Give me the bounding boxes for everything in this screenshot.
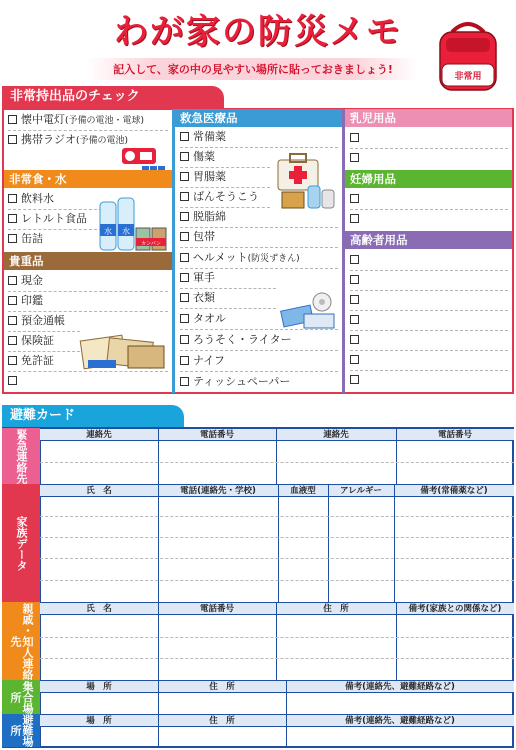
checklist-item[interactable]: 缶詰: [8, 229, 43, 249]
medical-section-header: 救急医療品: [175, 109, 342, 127]
column-header: アレルギー: [340, 486, 382, 496]
checklist-item[interactable]: レトルト食品: [8, 209, 87, 229]
checkbox[interactable]: [180, 335, 189, 344]
checklist-item[interactable]: 脱脂綿: [180, 207, 226, 227]
checklist-item[interactable]: [350, 290, 363, 310]
checklist-item[interactable]: [350, 350, 363, 370]
evacuation-card-tab-header: 避難カード: [2, 405, 184, 427]
checklist-item[interactable]: ばんそうこう: [180, 187, 259, 207]
valuables-section-header: 貴重品: [4, 252, 172, 270]
checklist-item[interactable]: 現金: [8, 271, 43, 291]
row-line: [40, 537, 514, 538]
checkbox[interactable]: [8, 376, 17, 385]
checklist-item[interactable]: 預金通帳: [8, 311, 65, 331]
checkbox[interactable]: [8, 356, 17, 365]
column-header: 場 所: [86, 682, 112, 692]
checkbox[interactable]: [180, 293, 189, 302]
checklist-item[interactable]: [350, 128, 363, 148]
elderly-section-header: 高齢者用品: [345, 231, 512, 249]
checklist-item[interactable]: 飲料水: [8, 189, 54, 209]
checkbox[interactable]: [350, 375, 359, 384]
page-title: わが家の防災メモ: [114, 12, 402, 52]
row-line: [350, 330, 508, 331]
checklist-item[interactable]: 携帯ラジオ(予備の電池): [8, 130, 128, 150]
row-line: [350, 310, 508, 311]
row-line: [40, 637, 514, 638]
column-header: 備考(連絡先、避難経路など): [345, 682, 455, 692]
relatives-contacts-label: 親戚・知人連絡先: [2, 602, 40, 680]
checklist-item[interactable]: [350, 148, 363, 168]
checkbox[interactable]: [350, 335, 359, 344]
checkbox[interactable]: [180, 314, 189, 323]
column-line: [158, 485, 159, 602]
bag-label: 非常用: [454, 72, 482, 82]
column-line: [278, 485, 279, 602]
checkbox[interactable]: [180, 356, 189, 365]
can-label: カンパン: [141, 241, 161, 247]
emergency-contacts-label: 緊急連絡先: [2, 428, 40, 484]
column-line: [328, 485, 329, 602]
column-line: [286, 681, 287, 714]
column-line: [394, 485, 395, 602]
checkbox[interactable]: [8, 316, 17, 325]
column-header: 備考(家族との関係など): [408, 604, 502, 614]
checkbox[interactable]: [180, 273, 189, 282]
checklist-item[interactable]: 印鑑: [8, 291, 43, 311]
checklist-item[interactable]: 衣類: [180, 288, 215, 308]
checklist-item[interactable]: ヘルメット(防災ずきん): [180, 248, 300, 268]
checkbox[interactable]: [180, 212, 189, 221]
checkbox[interactable]: [180, 253, 189, 262]
column-line: [276, 429, 277, 484]
checklist-item[interactable]: ろうそく・ライター: [180, 330, 292, 350]
food-section-header: 非常食・水: [4, 170, 172, 188]
column-header: 電話(連絡先・学校): [180, 486, 256, 496]
column-line: [276, 603, 277, 680]
checklist-item[interactable]: [350, 370, 363, 390]
checklist-item[interactable]: ナイフ: [180, 351, 225, 371]
page-subtitle: 記入して、家の中の見やすい場所に貼っておきましょう!: [113, 63, 393, 76]
checkbox[interactable]: [180, 132, 189, 141]
column-line: [158, 429, 159, 484]
checklist-item[interactable]: [350, 310, 363, 330]
column-header: 備考(連絡先、避難経路など): [345, 716, 455, 726]
row-line: [40, 558, 514, 559]
documents-illustration: [78, 330, 168, 374]
checklist-item[interactable]: 常備薬: [180, 127, 226, 147]
column-line: [158, 603, 159, 680]
column-header: 氏 名: [86, 486, 112, 496]
family-data-label: 家族データ: [2, 484, 40, 602]
checkbox[interactable]: [350, 355, 359, 364]
checkbox[interactable]: [350, 153, 359, 162]
row-line: [350, 148, 508, 149]
checklist-item[interactable]: [8, 371, 21, 391]
checklist-item[interactable]: [350, 330, 363, 350]
checkbox[interactable]: [8, 194, 17, 203]
row-line: [350, 350, 508, 351]
column-header: 住 所: [209, 716, 235, 726]
water-and-can-illustration: [98, 194, 170, 256]
column-line: [158, 681, 159, 714]
label-divider: [40, 428, 41, 748]
column-header: 備考(常備薬など): [420, 486, 488, 496]
checkbox[interactable]: [8, 336, 17, 345]
column-header: 住 所: [323, 604, 349, 614]
checkbox[interactable]: [350, 295, 359, 304]
checkbox[interactable]: [180, 232, 189, 241]
checklist-item[interactable]: [350, 250, 363, 270]
row-line: [350, 270, 508, 271]
checkbox[interactable]: [8, 115, 17, 124]
checkbox[interactable]: [350, 194, 359, 203]
checklist-item[interactable]: 軍手: [180, 268, 215, 288]
checkbox[interactable]: [180, 192, 189, 201]
checkbox[interactable]: [8, 135, 17, 144]
column-header: 電話番号: [199, 430, 234, 440]
checklist-item[interactable]: 懐中電灯(予備の電池・電球): [8, 110, 144, 130]
row-line: [40, 658, 514, 659]
row-line: [350, 370, 508, 371]
checklist-item[interactable]: タオル: [180, 309, 226, 329]
checklist-item[interactable]: ティッシュペーパー: [180, 372, 290, 392]
row-line: [40, 516, 514, 517]
checkbox[interactable]: [8, 296, 17, 305]
column-header: 住 所: [209, 682, 235, 692]
row-line: [350, 209, 508, 210]
checkbox[interactable]: [350, 275, 359, 284]
evacuation-card: [2, 427, 514, 748]
row-line: [40, 580, 514, 581]
checklist-item[interactable]: 胃腸薬: [180, 167, 226, 187]
towel-and-gloves-illustration: [278, 290, 340, 334]
column-header: 電話番号: [199, 604, 234, 614]
checklist-item[interactable]: [350, 189, 363, 209]
row-line: [350, 290, 508, 291]
checkbox[interactable]: [350, 255, 359, 264]
checkbox[interactable]: [350, 214, 359, 223]
column-line: [396, 603, 397, 680]
checklist-item[interactable]: [350, 209, 363, 229]
column-line: [158, 715, 159, 748]
column-header: 電話番号: [437, 430, 472, 440]
column-divider: [172, 109, 175, 393]
checkbox[interactable]: [180, 377, 189, 386]
water-label: 水: [122, 227, 130, 236]
checklist-item[interactable]: 傷薬: [180, 147, 215, 167]
pregnant-section-header: 妊婦用品: [345, 170, 512, 188]
checkbox[interactable]: [8, 214, 17, 223]
checkbox[interactable]: [180, 172, 189, 181]
column-header: 氏 名: [86, 604, 112, 614]
supplies-tab-header: 非常持出品のチェック: [2, 86, 224, 108]
row-line: [40, 462, 514, 463]
emergency-bag-illustration: [432, 18, 504, 96]
infant-section-header: 乳児用品: [345, 109, 512, 127]
checkbox[interactable]: [8, 276, 17, 285]
checklist-item[interactable]: 保険証: [8, 331, 54, 351]
checklist-item[interactable]: 包帯: [180, 227, 215, 247]
column-line: [396, 429, 397, 484]
column-header: 連絡先: [323, 430, 349, 440]
checkbox[interactable]: [8, 234, 17, 243]
column-header: 場 所: [86, 716, 112, 726]
column-divider: [342, 109, 345, 393]
evacuation-place-label: 避難場所: [2, 714, 40, 747]
water-label: 水: [104, 227, 112, 236]
column-header: 連絡先: [86, 430, 112, 440]
first-aid-kit-illustration: [274, 150, 338, 212]
assembly-place-label: 集合場所: [2, 680, 40, 714]
checkbox[interactable]: [350, 133, 359, 142]
column-header: 血液型: [290, 486, 316, 496]
checkbox[interactable]: [180, 152, 189, 161]
checklist-item[interactable]: 免許証: [8, 351, 54, 371]
column-line: [286, 715, 287, 748]
checklist-item[interactable]: [350, 270, 363, 290]
checkbox[interactable]: [350, 315, 359, 324]
